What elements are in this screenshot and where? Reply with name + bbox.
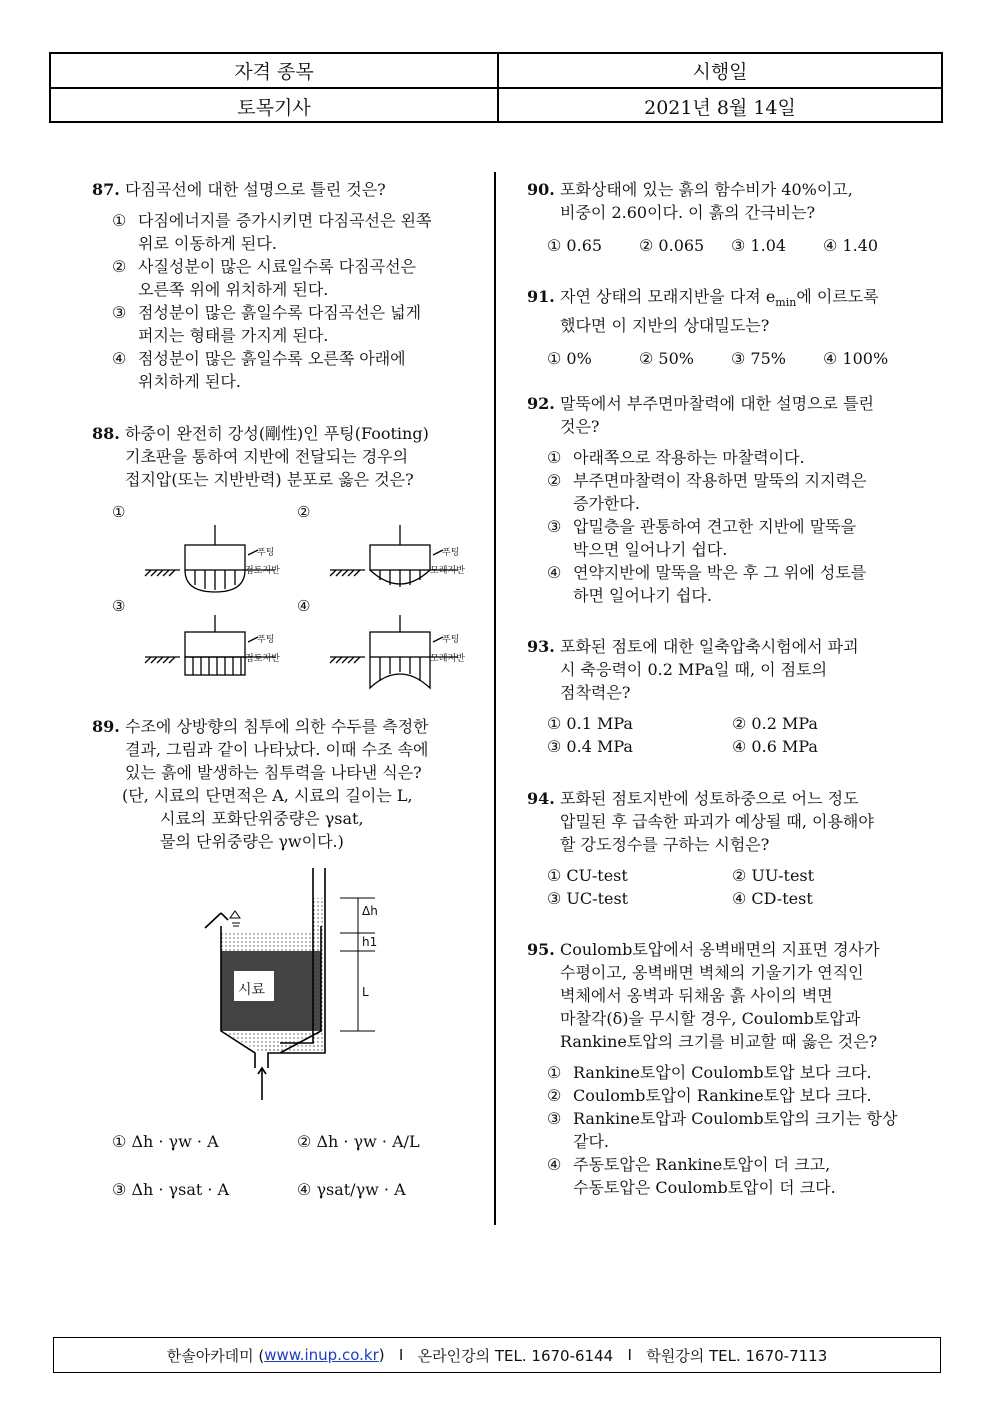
- question-95: [527, 938, 917, 1199]
- clay-ground-label: 점토지반: [245, 566, 280, 576]
- offline-phone: 학원강의 TEL. 1670-7113: [646, 1346, 828, 1365]
- figure-mark-4[interactable]: ④: [297, 597, 311, 615]
- question-88: [92, 422, 482, 491]
- option-4[interactable]: ④ 점성분이 많은 흙일수록 오른쪽 아래에 위치하게 된다.: [112, 349, 406, 391]
- option-3[interactable]: ③ 점성분이 많은 흙일수록 다짐곡선은 넓게 퍼지는 형태를 가지게 된다.: [112, 303, 422, 345]
- option-3[interactable]: ③ 1.04: [731, 236, 787, 255]
- question-text: Coulomb토압에서 옹벽배면의 지표면 경사가 수평이고, 옹벽배면 벽체의 기울기가 연직인 벽체에서 옹벽과 뒤채움 흙 사이의 벽면 마찰각(δ)을 무시할 경우, Coulomb토압과 Rankine토압의 크기를 비교할 때 옳은 것은?: [560, 940, 880, 1051]
- question-text: 말뚝에서 부주면마찰력에 대한 설명으로 틀린 것은?: [560, 394, 875, 436]
- option-4[interactable]: ④ γsat/γw · A: [297, 1180, 406, 1199]
- subject-value: 토목기사: [237, 96, 311, 119]
- separator: I: [627, 1346, 632, 1364]
- column-divider: [494, 172, 496, 1225]
- question-number: 89.: [92, 717, 120, 736]
- question-number: 94.: [527, 789, 555, 808]
- question-93: [527, 635, 917, 758]
- option-4[interactable]: ④ 0.6 MPa: [732, 737, 818, 756]
- option-2[interactable]: ② 50%: [639, 349, 694, 369]
- question-number: 88.: [92, 424, 120, 443]
- question-number: 92.: [527, 394, 555, 413]
- option-4[interactable]: ④ CD-test: [732, 889, 813, 908]
- option-1[interactable]: ① Δh · γw · A: [112, 1132, 219, 1151]
- subject-label: 자격 종목: [234, 61, 314, 83]
- option-2[interactable]: ② UU-test: [732, 866, 815, 885]
- option-1[interactable]: ① 0%: [547, 349, 592, 369]
- option-1[interactable]: ① 0.1 MPa: [547, 714, 633, 733]
- option-2[interactable]: ② 부주면마찰력이 작용하면 말뚝의 지지력은 증가한다.: [547, 471, 867, 513]
- footing-pressure-figures: [140, 520, 460, 690]
- footer-contact-bar: 한솔아카데미 ( www.inup.co.kr ) I 온라인강의 TEL. 1670-6144 I 학원강의 TEL. 1670-7113: [53, 1337, 941, 1373]
- option-3[interactable]: ③ Δh · γsat · A: [112, 1180, 230, 1199]
- footing-label: 푸팅: [257, 635, 275, 645]
- option-3[interactable]: ③ 0.4 MPa: [547, 737, 633, 756]
- question-note: 시료의 포화단위중량은 γsat,: [160, 809, 364, 828]
- option-4[interactable]: ④ 100%: [823, 349, 889, 369]
- h1-label: h1: [362, 935, 378, 949]
- date-value: 2021년 8월 14일: [497, 89, 941, 123]
- question-text: 수조에 상방향의 침투에 의한 수두를 측정한 결과, 그림과 같이 나타났다. 이때 수조 속에 있는 흙에 발생하는 침투력을 나타낸 식은?: [125, 717, 429, 782]
- question-92: [527, 392, 917, 607]
- question-text: 자연 상태의 모래지반을 다져 $e_{min}$에 이르도록 했다면 이 지반의 상대밀도는?: [560, 287, 879, 336]
- sand-ground-label: 모래지반: [430, 654, 465, 664]
- question-94: [527, 787, 917, 910]
- academy-website-link[interactable]: www.inup.co.kr: [264, 1346, 379, 1364]
- option-2[interactable]: ② Coulomb토압이 Rankine토압 보다 크다.: [547, 1086, 872, 1105]
- question-90: [527, 178, 917, 257]
- option-3[interactable]: ③ 75%: [731, 349, 786, 369]
- question-note: (단, 시료의 단면적은 A, 시료의 길이는 L,: [122, 786, 413, 805]
- question-text: 포화된 점토지반에 성토하중으로 어느 정도 압밀된 후 급속한 파괴가 예상될 때, 이용해야 할 강도정수를 구하는 시험은?: [560, 789, 874, 854]
- clay-ground-label: 점토지반: [245, 654, 280, 664]
- date-label: 시행일: [497, 54, 941, 87]
- sample-label: 시료: [238, 982, 266, 998]
- option-2[interactable]: ② 0.2 MPa: [732, 714, 818, 733]
- footing-label: 푸팅: [442, 548, 460, 558]
- question-91: [527, 285, 917, 370]
- question-text: 하중이 완전히 강성(剛性)인 푸팅(Footing) 기초판을 통하여 지반에 전달되는 경우의 접지압(또는 지반반력) 분포로 옳은 것은?: [125, 424, 429, 489]
- option-1[interactable]: ① 다짐에너지를 증가시키면 다짐곡선은 왼쪽 위로 이동하게 된다.: [112, 211, 432, 253]
- option-4[interactable]: ④ 주동토압은 Rankine토압이 더 크고, 수동토압은 Coulomb토압이 더 크다.: [547, 1155, 836, 1197]
- question-87: [92, 178, 482, 393]
- question-text: 다짐곡선에 대한 설명으로 틀린 것은?: [125, 180, 386, 199]
- separator: I: [398, 1346, 404, 1364]
- option-2[interactable]: ② 0.065: [639, 236, 705, 255]
- sand-ground-label: 모래지반: [430, 566, 465, 576]
- question-89: [92, 715, 482, 853]
- option-4[interactable]: ④ 연약지반에 말뚝을 박은 후 그 위에 성토를 하면 일어나기 쉽다.: [547, 563, 867, 605]
- footing-label: 푸팅: [257, 548, 275, 558]
- question-text: 포화상태에 있는 흙의 함수비가 40%이고, 비중이 2.60이다. 이 흙의 간극비는?: [560, 180, 853, 222]
- option-4[interactable]: ④ 1.40: [823, 236, 879, 255]
- question-number: 95.: [527, 940, 555, 959]
- question-text: 포화된 점토에 대한 일축압축시험에서 파괴 시 축응력이 0.2 MPa일 때, 이 점토의 점착력은?: [560, 637, 859, 702]
- delta-h-label: Δh: [362, 904, 378, 918]
- academy-name: 한솔아카데미 (: [166, 1346, 265, 1365]
- option-2[interactable]: ② 사질성분이 많은 시료일수록 다짐곡선은 오른쪽 위에 위치하게 된다.: [112, 257, 417, 299]
- question-number: 91.: [527, 287, 555, 306]
- figure-mark-2[interactable]: ②: [297, 503, 311, 521]
- question-number: 90.: [527, 180, 555, 199]
- option-1[interactable]: ① Rankine토압이 Coulomb토압 보다 크다.: [547, 1063, 872, 1082]
- footing-label: 푸팅: [442, 635, 460, 645]
- question-note: 물의 단위중량은 γw이다.): [160, 832, 344, 851]
- option-3[interactable]: ③ 압밀층을 관통하여 견고한 지반에 말뚝을 박으면 일어나기 쉽다.: [547, 517, 857, 559]
- online-phone: 온라인강의 TEL. 1670-6144: [417, 1346, 614, 1365]
- option-1[interactable]: ① 0.65: [547, 236, 603, 255]
- option-3[interactable]: ③ Rankine토압과 Coulomb토압의 크기는 항상 같다.: [547, 1109, 898, 1151]
- length-label: L: [362, 985, 369, 999]
- option-2[interactable]: ② Δh · γw · A/L: [297, 1132, 420, 1151]
- figure-mark-1[interactable]: ①: [112, 503, 126, 521]
- option-3[interactable]: ③ UC-test: [547, 889, 629, 908]
- question-number: 93.: [527, 637, 555, 656]
- figure-mark-3[interactable]: ③: [112, 597, 126, 615]
- question-number: 87.: [92, 180, 120, 199]
- option-1[interactable]: ① CU-test: [547, 866, 628, 885]
- exam-header-table: [49, 52, 943, 123]
- option-1[interactable]: ① 아래쪽으로 작용하는 마찰력이다.: [547, 448, 805, 467]
